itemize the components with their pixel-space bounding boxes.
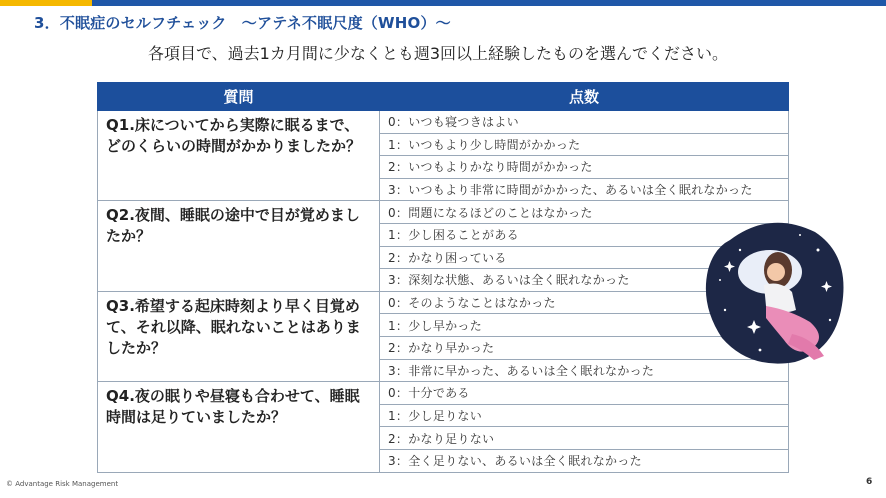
page-title: 3．不眠症のセルフチェック ～アテネ不眠尺度（WHO）～ [34,14,451,32]
question-cell: Q3.希望する起床時刻より早く目覚めて、それ以降、眠れないことはありましたか？ [98,291,380,381]
copyright: © Advantage Risk Management [6,480,119,488]
accent-bar-blue [92,0,886,6]
score-option-cell: 3：非常に早かった、あるいは全く眠れなかった [380,359,789,382]
score-option-cell: 0：そのようなことはなかった [380,291,789,314]
score-option-cell: 3：いつもより非常に時間がかかった、あるいは全く眠れなかった [380,178,789,201]
sleeping-woman-night-icon [700,210,850,370]
score-option-cell: 1：少し困ることがある [380,223,789,246]
score-option-cell: 2：かなり足りない [380,427,789,450]
score-option-cell: 3：深刻な状態、あるいは全く眠れなかった [380,269,789,292]
header-question: 質問 [98,83,380,111]
table-row [98,291,789,314]
question-cell: Q4.夜の眠りや昼寝も合わせて、睡眠時間は足りていましたか？ [98,382,380,472]
score-option-cell: 1：少し早かった [380,314,789,337]
score-option-cell: 0：十分である [380,382,789,405]
score-option-cell: 2：いつもよりかなり時間がかかった [380,156,789,179]
score-option-cell: 2：かなり早かった [380,336,789,359]
table-header-row [98,83,789,111]
table-row [98,111,789,134]
question-cell: Q2.夜間、睡眠の途中で目が覚めましたか？ [98,201,380,291]
score-option-cell: 0：問題になるほどのことはなかった [380,201,789,224]
page-subtitle: 各項目で、過去1カ月間に少なくとも週3回以上経験したものを選んでください。 [148,44,729,63]
question-cell: Q1.床についてから実際に眠るまで、どのくらいの時間がかかりましたか？ [98,111,380,201]
header-score: 点数 [380,83,789,111]
score-option-cell: 1：いつもより少し時間がかかった [380,133,789,156]
score-option-cell: 2：かなり困っている [380,246,789,269]
score-option-cell: 3：全く足りない、あるいは全く眠れなかった [380,449,789,472]
accent-bar-yellow [0,0,92,6]
table-row [98,382,789,405]
insomnia-scale-table [97,82,789,473]
score-option-cell: 0：いつも寝つきはよい [380,111,789,134]
table-row [98,201,789,224]
score-option-cell: 1：少し足りない [380,404,789,427]
page-number: 6 [866,477,873,487]
